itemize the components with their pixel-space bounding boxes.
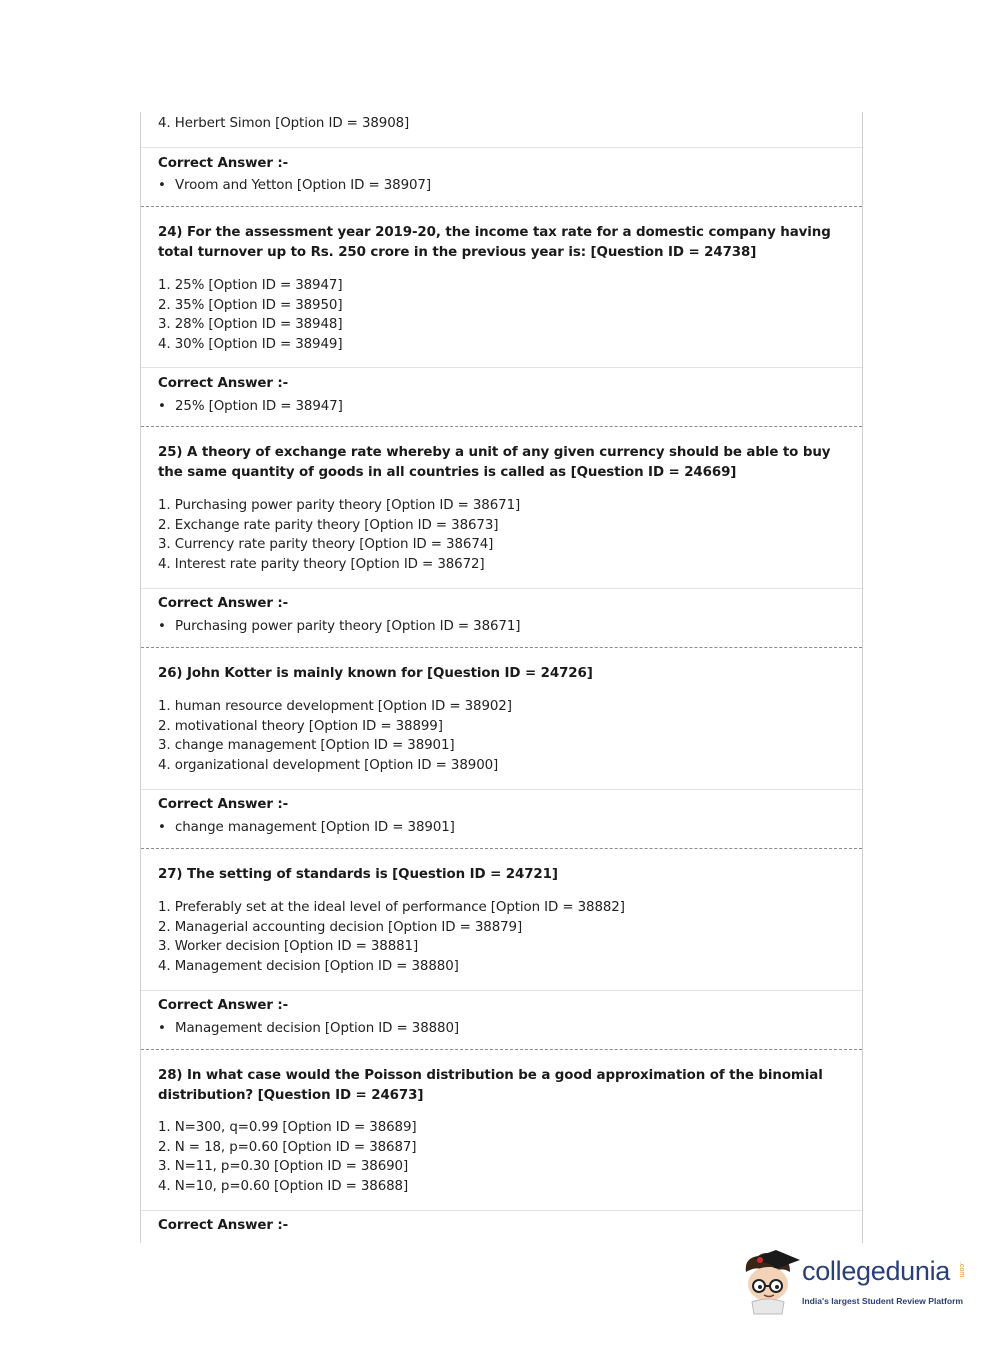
correct-answer-label: Correct Answer :- xyxy=(158,376,289,391)
bullet: • xyxy=(158,820,166,835)
question-text: 25) A theory of exchange rate whereby a unit of any given currency should be able to buy the same quantity of goods in all countries is called as [Question ID = 24669] xyxy=(158,445,831,480)
option: 1. Preferably set at the ideal level of performance [Option ID = 38882] xyxy=(158,900,625,915)
option: 2. N = 18, p=0.60 [Option ID = 38687] xyxy=(158,1140,417,1155)
question-text: 24) For the assessment year 2019-20, the income tax rate for a domestic company having total turnover up to Rs. 250 crore in the previous year is: [Question ID = 24738] xyxy=(158,225,831,260)
correct-answer-label: Correct Answer :- xyxy=(158,596,289,611)
option: 1. 25% [Option ID = 38947] xyxy=(158,278,343,293)
option: 4. Interest rate parity theory [Option ID = 38672] xyxy=(158,557,485,572)
correct-answer-label: Correct Answer :- xyxy=(158,1218,289,1233)
option: 2. motivational theory [Option ID = 38899] xyxy=(158,719,443,734)
prev-option-4: 4. Herbert Simon [Option ID = 38908] xyxy=(158,116,410,131)
divider xyxy=(141,789,862,790)
logo-tagline: India's largest Student Review Platform xyxy=(802,1296,964,1306)
bullet: • xyxy=(158,1021,166,1036)
option: 2. 35% [Option ID = 38950] xyxy=(158,298,343,313)
option: 3. Worker decision [Option ID = 38881] xyxy=(158,939,419,954)
correct-answer-value: Management decision [Option ID = 38880] xyxy=(175,1021,460,1036)
option: 1. Purchasing power parity theory [Option ID = 38671] xyxy=(158,498,521,513)
correct-answer-value: 25% [Option ID = 38947] xyxy=(175,399,343,414)
bullet: • xyxy=(158,619,166,634)
bullet: • xyxy=(158,178,166,193)
divider xyxy=(141,367,862,368)
student-mascot-icon xyxy=(740,1250,802,1320)
divider xyxy=(141,1210,862,1211)
correct-answer-label: Correct Answer :- xyxy=(158,797,289,812)
option: 4. N=10, p=0.60 [Option ID = 38688] xyxy=(158,1179,409,1194)
question-separator xyxy=(141,426,862,427)
question-separator xyxy=(141,647,862,648)
question-paper xyxy=(140,112,863,1243)
divider xyxy=(141,147,862,148)
correct-answer-label: Correct Answer :- xyxy=(158,998,289,1013)
question-separator xyxy=(141,1049,862,1050)
option: 4. organizational development [Option ID = 38900] xyxy=(158,758,499,773)
question-text: 27) The setting of standards is [Question ID = 24721] xyxy=(158,867,558,882)
option: 2. Managerial accounting decision [Option ID = 38879] xyxy=(158,920,523,935)
logo-com: .com xyxy=(958,1262,965,1278)
option: 3. change management [Option ID = 38901] xyxy=(158,738,455,753)
option: 3. Currency rate parity theory [Option ID = 38674] xyxy=(158,537,494,552)
option: 1. N=300, q=0.99 [Option ID = 38689] xyxy=(158,1120,417,1135)
question-separator xyxy=(141,206,862,207)
divider xyxy=(141,990,862,991)
bullet: • xyxy=(158,399,166,414)
correct-answer-value: change management [Option ID = 38901] xyxy=(175,820,455,835)
divider xyxy=(141,588,862,589)
option: 3. 28% [Option ID = 38948] xyxy=(158,317,343,332)
option: 1. human resource development [Option ID = 38902] xyxy=(158,699,512,714)
logo-wordmark: collegedunia xyxy=(802,1256,951,1286)
question-separator xyxy=(141,848,862,849)
correct-answer-label: Correct Answer :- xyxy=(158,156,289,171)
correct-answer-value: Purchasing power parity theory [Option ID = 38671] xyxy=(175,619,521,634)
collegedunia-logo xyxy=(740,1250,970,1320)
option: 4. 30% [Option ID = 38949] xyxy=(158,337,343,352)
question-text: 26) John Kotter is mainly known for [Question ID = 24726] xyxy=(158,666,593,681)
option: 2. Exchange rate parity theory [Option ID = 38673] xyxy=(158,518,499,533)
correct-answer-value: Vroom and Yetton [Option ID = 38907] xyxy=(175,178,431,193)
option: 4. Management decision [Option ID = 38880] xyxy=(158,959,459,974)
option: 3. N=11, p=0.30 [Option ID = 38690] xyxy=(158,1159,409,1174)
question-text: 28) In what case would the Poisson distribution be a good approximation of the binomial distribution? [Question ID = 24673] xyxy=(158,1068,823,1103)
